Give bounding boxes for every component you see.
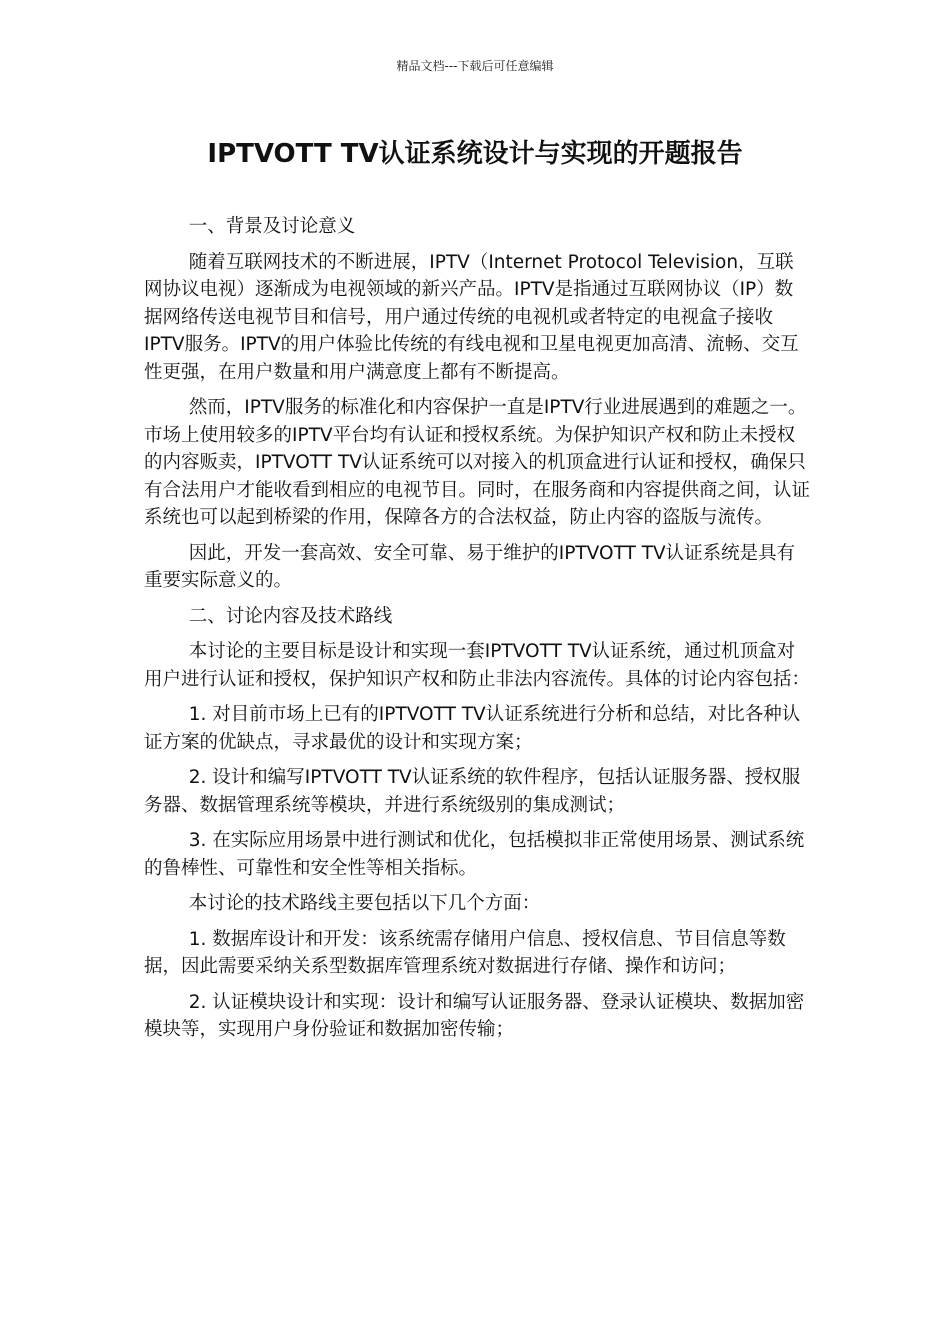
document-title: IPTVOTT TV认证系统设计与实现的开题报告: [207, 139, 743, 169]
section-heading-background: 一、背景及讨论意义: [188, 216, 356, 237]
body-paragraph: 本讨论的技术路线主要包括以下几个方面：: [188, 893, 541, 914]
body-paragraph: 因此，开发一套高效、安全可靠、易于维护的IPTVOTT TV认证系统是具有重要实际意义的。: [144, 542, 796, 591]
list-item: 2. 设计和编写IPTVOTT TV认证系统的软件程序，包括认证服务器、授权服务器、数据管理系统等模块，并进行系统级别的集成测试；: [144, 767, 801, 816]
list-item: 1. 对目前市场上已有的IPTVOTT TV认证系统进行分析和总结，对比各种认证方案的优缺点，寻求最优的设计和实现方案；: [144, 704, 801, 753]
document-body: [144, 213, 810, 1052]
list-item: 1. 数据库设计和开发：该系统需存储用户信息、授权信息、节目信息等数据，因此需要采纳关系型数据库管理系统对数据进行存储、操作和访问；: [144, 928, 786, 977]
page-header: 精品文档---下载后可任意编辑: [396, 59, 554, 73]
list-item: 3. 在实际应用场景中进行测试和优化，包括模拟非正常使用场景、测试系统的鲁棒性、可靠性和安全性等相关指标。: [144, 830, 805, 879]
body-paragraph: 然而，IPTV服务的标准化和内容保护一直是IPTV行业进展遇到的难题之一。市场上使用较多的IPTV平台均有认证和授权系统。为保护知识产权和防止未授权的内容贩卖，IPTVOTT TV认证系统可以对接入的机顶盒进行认证和授权，确保只有合法用户才能收看到相应的电视节目。同时，在服务商和内容提供商之间，认证系统也可以起到桥梁的作用，保障各方的合法权益，防止内容的盗版与流传。: [144, 397, 811, 528]
section-heading-content: 二、讨论内容及技术路线: [188, 605, 393, 627]
body-paragraph: 随着互联网技术的不断进展，IPTV（Internet Protocol Television，互联网协议电视）逐渐成为电视领域的新兴产品。IPTV是指通过互联网协议（IP）数据网络传送电视节目和信号，用户通过传统的电视机或者特定的电视盒子接收IPTV服务。IPTV的用户体验比传统的有线电视和卫星电视更加高清、流畅、交互性更强，在用户数量和用户满意度上都有不断提高。: [144, 251, 799, 383]
list-item: 2. 认证模块设计和实现：设计和编写认证服务器、登录认证模块、数据加密模块等，实现用户身份验证和数据加密传输；: [144, 991, 805, 1040]
body-paragraph: 本讨论的主要目标是设计和实现一套IPTVOTT TV认证系统，通过机顶盒对用户进行认证和授权，保护知识产权和防止非法内容流传。具体的讨论内容包括：: [144, 641, 811, 690]
